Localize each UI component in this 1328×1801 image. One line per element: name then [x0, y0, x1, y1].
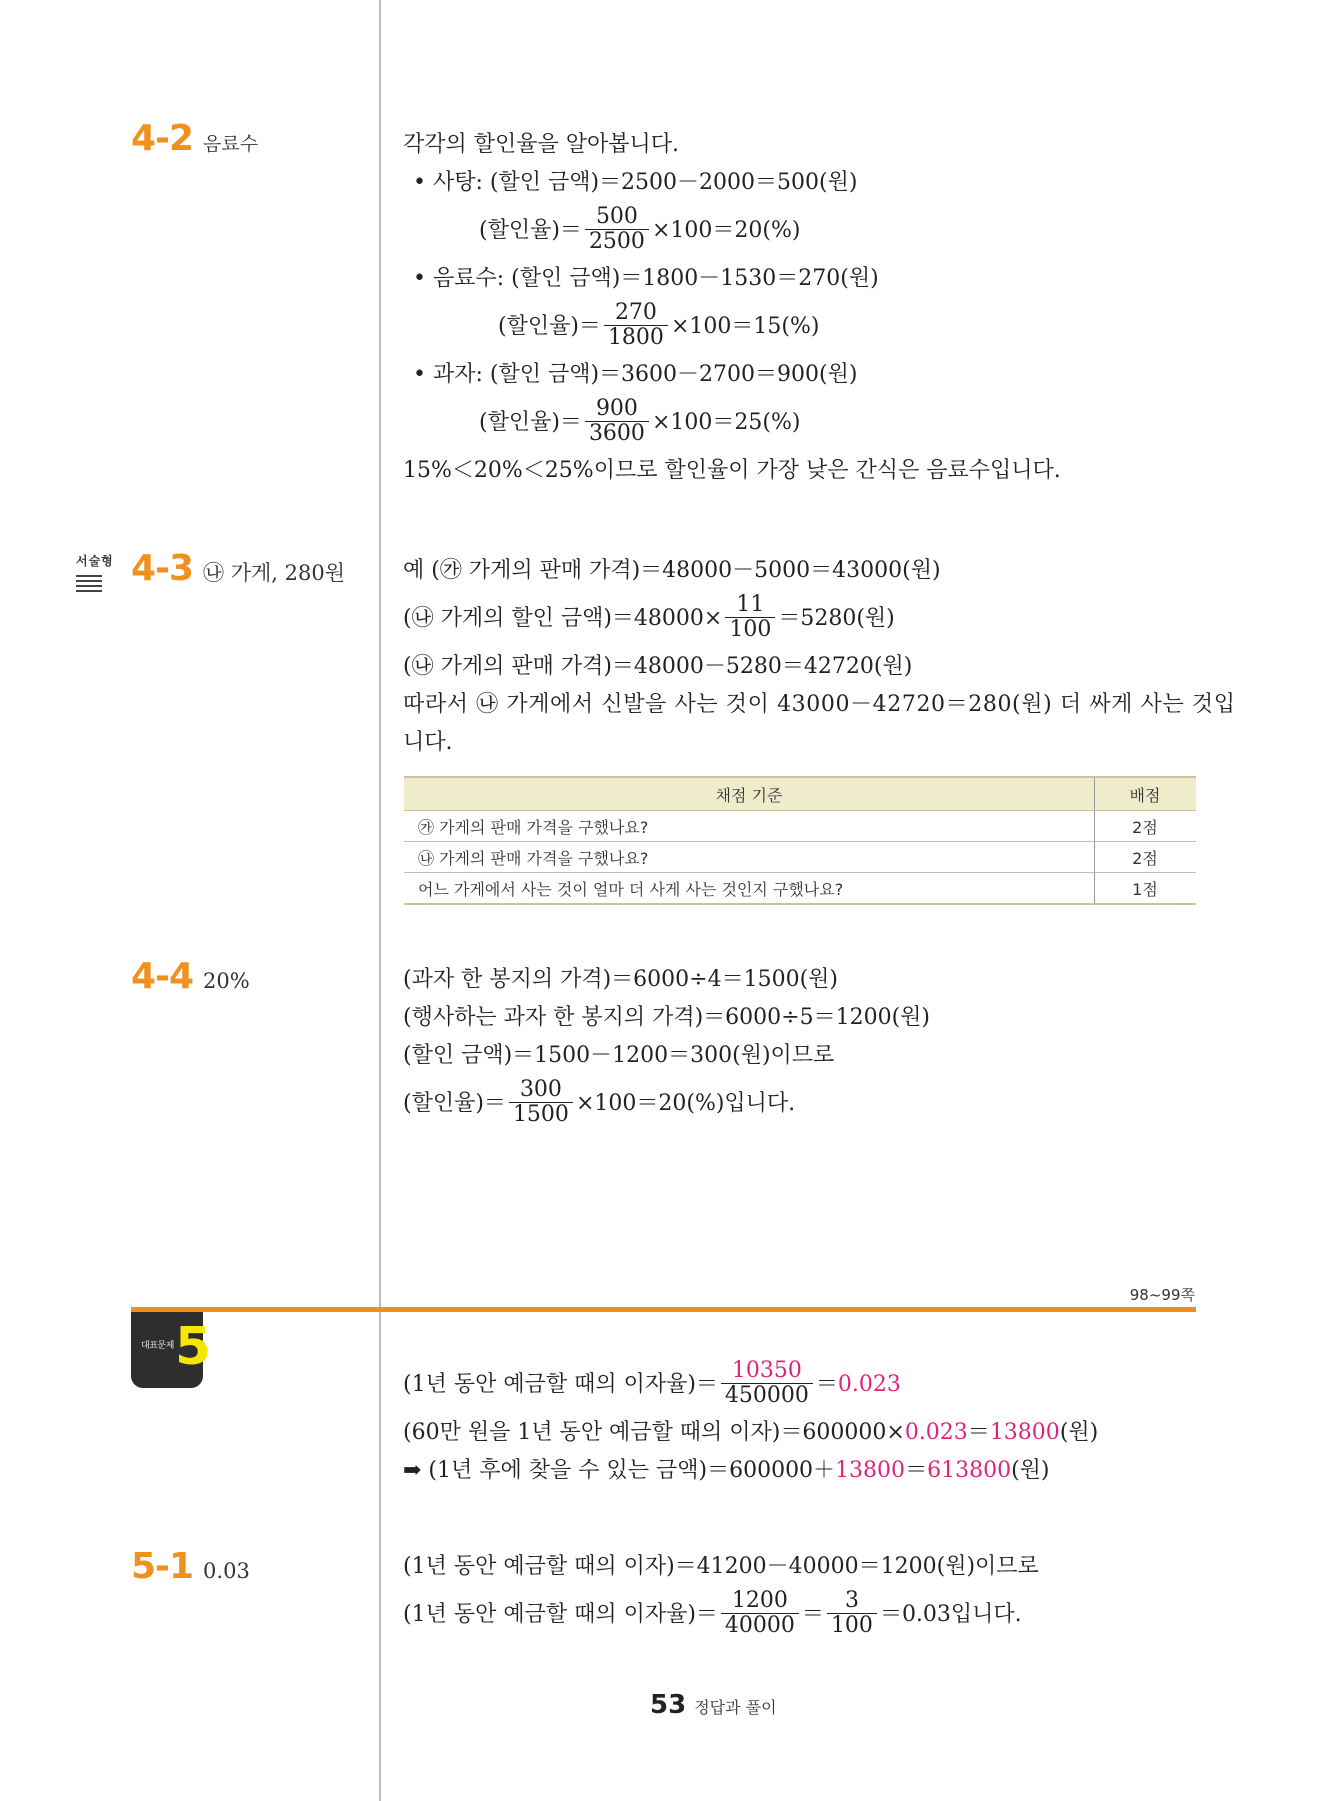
problem-answer: 음료수 — [203, 133, 259, 155]
problem-answer: 0.03 — [203, 1559, 250, 1583]
problem-answer: ㉯ 가게, 280원 — [203, 561, 346, 585]
solution-4-4 — [403, 961, 930, 1133]
solution-line: (할인율)＝ $\frac{300}{1500}$ ×100＝20(%)입니다. — [403, 1077, 796, 1127]
fraction: $\frac{1200}{40000}$ — [721, 1589, 799, 1636]
page-reference: 98~99쪽 — [1129, 1286, 1195, 1304]
problem-4-4-label — [131, 956, 250, 997]
table-row — [404, 811, 1196, 842]
criteria-cell: ㉯ 가게의 판매 가격을 구했나요? — [404, 842, 1095, 873]
problem-4-2-label — [131, 118, 258, 159]
badge-number: 5 — [175, 1317, 212, 1377]
solution-4-2 — [403, 126, 1061, 490]
badge-label: 서술형 — [76, 554, 114, 568]
problem-4-3-label — [131, 548, 345, 589]
solution-line: (할인율)＝ $\frac{500}{2500}$ ×100＝20(%) — [479, 204, 801, 254]
criteria-cell: ㉮ 가게의 판매 가격을 구했나요? — [404, 811, 1095, 842]
points-cell: 1점 — [1095, 873, 1197, 905]
table-row — [404, 873, 1196, 905]
page-number: 53 — [650, 1690, 687, 1720]
problem-number: 4-4 — [131, 956, 194, 997]
solution-line: 예 (㉮ 가게의 판매 가격)＝48000－5000＝43000(원) — [403, 558, 941, 583]
points-header: 배점 — [1095, 777, 1197, 811]
solution-line: ➡ (1년 후에 찾을 수 있는 금액)＝600000＋13800＝613800(원) — [403, 1458, 1050, 1483]
fraction: $\frac{500}{2500}$ — [585, 205, 649, 252]
grading-table — [404, 776, 1196, 905]
lines-icon — [76, 575, 114, 592]
fraction: $\frac{11}{100}$ — [725, 593, 775, 640]
solution-line: • 음료수: (할인 금액)＝1800－1530＝270(원) — [413, 266, 879, 291]
column-divider — [379, 0, 381, 1801]
criteria-header: 채점 기준 — [404, 777, 1095, 811]
fraction: $\frac{3}{100}$ — [827, 1589, 877, 1636]
criteria-cell: 어느 가게에서 사는 것이 얼마 더 사게 사는 것인지 구했나요? — [404, 873, 1095, 905]
solution-line: (㉯ 가게의 판매 가격)＝48000－5280＝42720(원) — [403, 654, 913, 679]
badge-label: 대표문제 — [141, 1341, 174, 1351]
footer-title: 정답과 풀이 — [694, 1698, 777, 1717]
problem-number: 4-3 — [131, 548, 194, 589]
solution-line: (할인율)＝ $\frac{270}{1800}$ ×100＝15(%) — [498, 300, 820, 350]
solution-line: (1년 동안 예금할 때의 이자율)＝ $\frac{10350}{450000}$ ＝0.023 — [403, 1358, 901, 1408]
solution-line: (할인 금액)＝1500－1200＝300(원)이므로 — [403, 1043, 835, 1068]
solution-5 — [403, 1356, 1098, 1490]
solution-5-1 — [403, 1548, 1039, 1644]
solution-line: (할인율)＝ $\frac{900}{3600}$ ×100＝25(%) — [479, 396, 801, 446]
solution-line: 15%＜20%＜25%이므로 할인율이 가장 낮은 간식은 음료수입니다. — [403, 458, 1061, 483]
solution-4-3 — [403, 552, 1236, 762]
representative-problem-badge — [131, 1312, 212, 1388]
solution-line: (1년 동안 예금할 때의 이자)＝41200－40000＝1200(원)이므로 — [403, 1554, 1039, 1579]
fraction: $\frac{270}{1800}$ — [604, 301, 668, 348]
solution-line: 따라서 ㉯ 가게에서 신발을 사는 것이 43000－42720＝280(원) 더 싸게 사는 것입 — [403, 692, 1236, 717]
solution-line: 각각의 할인율을 알아봅니다. — [403, 132, 680, 157]
problem-number: 4-2 — [131, 118, 194, 159]
points-cell: 2점 — [1095, 842, 1197, 873]
solution-line: 니다. — [403, 730, 453, 755]
page-footer — [650, 1690, 777, 1720]
problem-5-1-label — [131, 1546, 250, 1587]
solution-line: • 사탕: (할인 금액)＝2500－2000＝500(원) — [413, 170, 858, 195]
table-row — [404, 842, 1196, 873]
fraction: $\frac{300}{1500}$ — [509, 1078, 573, 1125]
table-header-row — [404, 777, 1196, 811]
fraction: $\frac{900}{3600}$ — [585, 397, 649, 444]
fraction: $\frac{10350}{450000}$ — [721, 1359, 813, 1406]
section-rule — [131, 1307, 1196, 1312]
solution-line: (1년 동안 예금할 때의 이자율)＝ $\frac{1200}{40000}$ ＝ $\frac{3}{100}$ ＝0.03입니다. — [403, 1588, 1022, 1638]
solution-line: • 과자: (할인 금액)＝3600－2700＝900(원) — [413, 362, 858, 387]
solution-line: (60만 원을 1년 동안 예금할 때의 이자)＝600000×0.023＝13800(원) — [403, 1420, 1099, 1445]
points-cell: 2점 — [1095, 811, 1197, 842]
solution-line: (행사하는 과자 한 봉지의 가격)＝6000÷5＝1200(원) — [403, 1005, 930, 1030]
problem-answer: 20% — [203, 969, 250, 993]
solution-line: (㉯ 가게의 할인 금액)＝48000× $\frac{11}{100}$ ＝5280(원) — [403, 592, 895, 642]
problem-number: 5-1 — [131, 1546, 194, 1587]
solution-line: (과자 한 봉지의 가격)＝6000÷4＝1500(원) — [403, 967, 838, 992]
descriptive-badge — [76, 552, 114, 595]
